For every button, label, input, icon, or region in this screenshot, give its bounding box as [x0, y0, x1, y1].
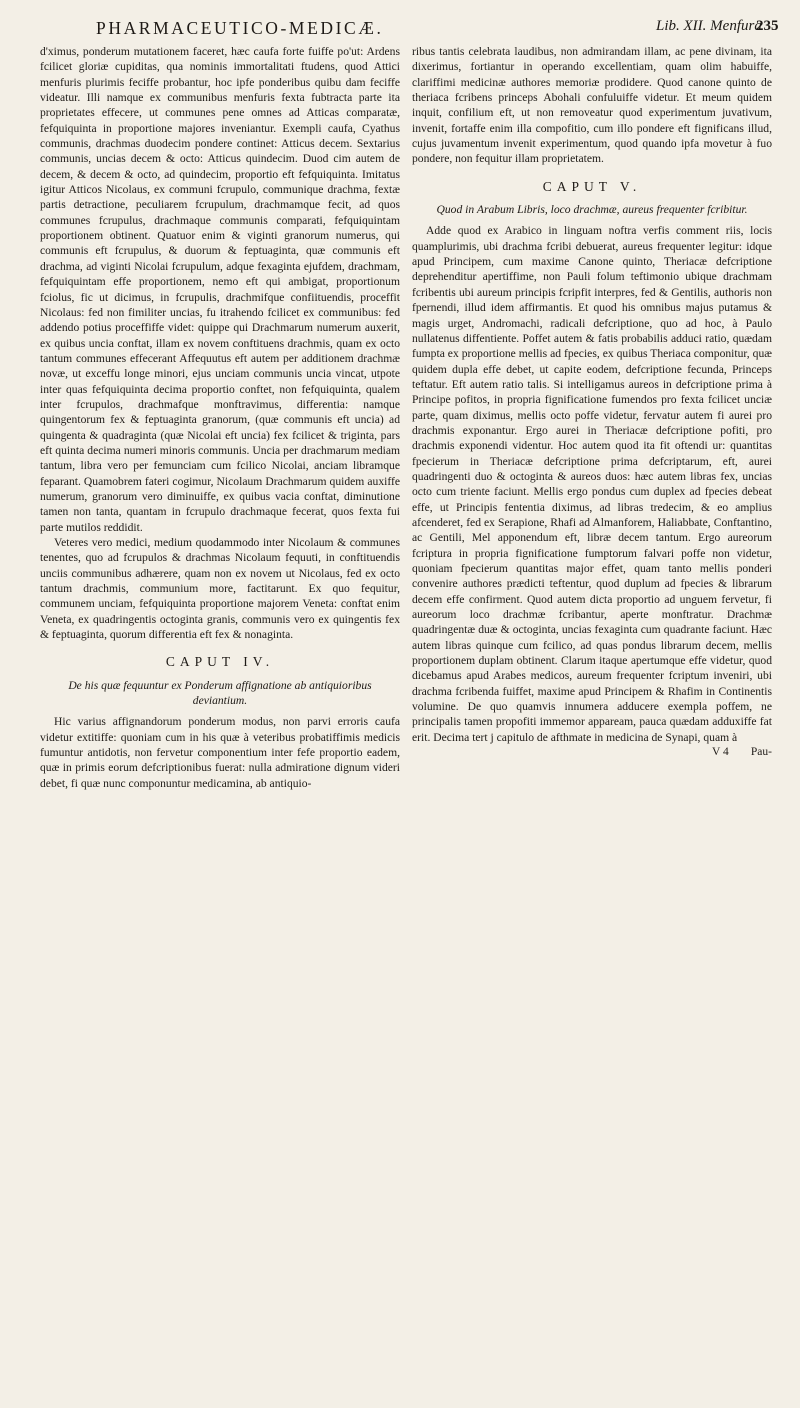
right-paragraph-1: ribus tantis celebrata laudibus, non admirandam illam, ac pene divinam, ita dixerimus, fortiantur in operando excellentiam, quam olim habuiffe, clariffimi medicinæ authores memoriæ prodidere. Quod canone quinto de theriaca fcribens princeps Abohali confuluiffe videtur. Et meum quidem inquit, confilium eft, ut non removeatur quod experimentum juvativum, invenit, fortaffe enim illa compofitio, cum illo pondere eft fignificans illud, cujus juvamentum invenit experimentum, quod quando ipfa movetur à fuo pondere, non fequitur illam proprietatem.: [412, 45, 772, 166]
page-footer: [412, 745, 772, 761]
right-column: [412, 44, 772, 761]
right-paragraph-2: Adde quod ex Arabico in linguam noftra verfis comment riis, locis quamplurimis, ubi drachma fcribi debuerat, aureus frequenter legitur: idque apud Principem, cum maxime Canone quinto, Theriacæ defcriptione deprehenditur apertiffime, non Pauli folum teftimonio ubique drachmam fcribentis ubi aureum principis fcripfit interpres, fed & Gentilis, authoris non fpernendi, illud idem affirmantis. Et quod his omnibus majus putamus & magis urget, Andromachi, radicali defcriptione, quo ad hoc, à Paulo nullatenus diffentiente. Poffet autem & fatis probabilis adduci ratio, quædam fumpta ex proportione mellis ad fpecies, ex quibus Theriaca componitur, quæ quidem dupla effe debet, ut capite eodem, defcriptione fecunda, Princeps teftatur. Eft autem ratio talis. Si intelligamus aureos in defcriptione prima à Principe pofitos, in propria fignificatione fumendos pro fexta fcilicet unciæ parte, quam diximus, mellis octo poffe videtur, fervatur autem fi aurei pro drachmis exponantur. Ergo aurei in Theriacæ defcriptione pofiti, pro drachmis exponendi videntur. Hoc autem quod ita fit oftendi ur: quantitas fpecierum in Theriacæ defcriptione prima defcriptarum, eft, aurei quadringenti duo & octoginta & aureos duos: hæc autem libras fex, uncias octo cum triente faciunt. Mellis ergo pondus cum duplex ad fpecies debeat effe, ut Principis fententia diximus, ad libras tredecim, & eo amplius afcenderet, fed ex Serapione, Rhafi ad Almanforem, Haliabbate, Conftantino, ac Gentili, Mel apponendum eft, libræ decem tantum. Ergo aureorum fcriptura in propria fignificatione fumptorum falvari poffe non videtur, quoniam fpecierum quantitas major effet, quam tanto mellis ponderi convenire authores prædicti teftentur, quod duplum ad fpecies & librarum decem effe confirment. Quod autem dicta proportio ad unguem fervetur, fi aureorum loco drachmæ fcribantur, aperte monftratur. Drachmæ quadringentæ duæ & octoginta, uncias fexaginta cum quadrante faciunt. Hæc autem libras quinque cum fcilico, ad quas pondus librarum decem, mellis proportionem duplam obtinent. Clarum itaque apertumque effe videtur, quod dicebamus apud Arabes medicos, aureum frequenter fcriptum inveniri, ubi drachma fcribenda fuiffet, maxime apud Principem & Rhafim in Continentis volumine. De quo quamvis innumera adducere exempla poffem, ne principalis tamen propofiti immemor appaream, pauca quædam adduxiffe fat erit. Decima tert j capitulo de afthmate in medicina de Synapi, quam à: [412, 224, 772, 744]
page-number: 235: [756, 18, 779, 34]
chapter-heading-iv: CAPUT IV.: [165, 654, 275, 670]
running-title: PHARMACEUTICO-MEDICÆ.: [96, 18, 384, 38]
page-header: [96, 10, 786, 40]
left-column: [40, 44, 400, 791]
chapter-title-iv: De his quæ fequuntur ex Ponderum affignatione ab antiquioribus deviantium.: [68, 678, 372, 708]
left-paragraph-1: d'ximus, ponderum mutationem faceret, hæc caufa forte fuiffe po'ut: Ardens fcilicet gloriæ cupiditas, qua nominis immortalitati ftudens, quod Attici menfuris plurimis feciffe probantur, hoc ipfe ponderibus quibu dam feciffe videatur. Illi namque ex communibus menfuris fexta fubtracta parte ita proprietates effecere, ut communes pene omnes ad Atticas comparatæ, fefquiquinta in proportione majores inveniantur. Exempli caufa, Cyathus communis, drachmas duodecim pondere continet: Atticus decem. Sextarius communis, uncias decem & octo: Atticus quindecim. Duod cim autem de decem, & decem & octo, ad quindecim, proportio eft fefquiquinta. Imitatus igitur Atticos Nicolaus, ex communi fcrupulo, communique drachma, fextæ partis detractione, peculiarem fcrupulum, drachmamque fecit, ad quos communes fcrupulus, drachmaque communis comparati, fefquiquintam proportionem obtinent. Quatuor enim & viginti granorum numerus, qui communis eft fcrupulus, & duorum & feptuaginta, quæ communis eft drachma, ad viginti Nicolai fcrupulum, adque fexaginta ejufdem, drachmam, fefquiquintam effe proportionem, nemo eft qui ambigat, proportionum fciolus, fic ut dicimus, in fcrupulis, drachmifque confiituendis, proceffit Nicolaus: fed non fimiliter uncias, fu itrahendo fcilicet ex communibus: fed addendo potius proceffiffe videt: quippe qui Drachmarum numerum auxerit, ex quibus uncia conftat, illam ex novem conftituens drachmis, quam ex octo tantum communes effecerant Affequutus eft autem per additionem drachmæ novæ, ut exceffu longe minori, ejus unciam communis uncia vincat, utpote inter quas fefquiquinta decima proportio conftet, non fefquiquinta, qualem inter fcrupulos, drachmafque monftravimus, differentia: namque quingentorum fex & feptuaginta granorum, (quæ communis eft uncia) ad quingenta & quadraginta (quæ Nicolai eft uncia) fex fcilicet & triginta, pars eft quinta decima numeri minoris communis. Uncia per drachmarum mediam tantum, libra vero per femunciam cum fcilico Nicolai, anciam libramque feparant. Quamobrem fateri cogimur, Nicolaum Drachmarum quidem auxiffe numerum, granorum vero diminuiffe, ex quibus vacia conftat, diminutione tamen non tanta, quantam in fcrupulo drachmaque fecerat, quos fexta fui parte mutilos reddidit.: [40, 45, 400, 534]
section-label: Lib. XII. Menfura: [656, 18, 762, 34]
left-paragraph-3: Hic varius affignandorum ponderum modus, non parvi erroris caufa videtur extitiffe: quoniam cum in his quæ à veteribus probatiffimis medicis fumuntur antidotis, non fervetur componentium inter fefe proportio eadem, quæ in primis eorum defcriptionibus fuerat: nulla admiratione dignum videri debet, fi quæ nunc componuntur medicamina, ab antiquio-: [40, 715, 400, 790]
chapter-title-v: Quod in Arabum Libris, loco drachmæ, aureus frequenter fcribitur.: [436, 203, 748, 217]
catchword: Pau-: [750, 746, 772, 759]
chapter-heading-v: CAPUT V.: [542, 178, 642, 194]
signature-mark: V 4: [712, 746, 729, 759]
left-paragraph-2: Veteres vero medici, medium quodammodo inter Nicolaum & communes tenentes, quo ad fcrupulos & drachmas Nicolaum fequuti, in conftituendis unciis communibus adhærere, quam non ex novem ut Nicolaus, fed ex octo tantum drachmis, communium more, factitarunt. Ex quo fequitur, communem unciam, fefquiquinta proportione majorem Veneta: conftat enim Veneta, ex quadringentis octoginta granis, communis vero ex quingentis fex & feptuaginta, quorum differentia eft fex & nonaginta.: [40, 536, 400, 642]
